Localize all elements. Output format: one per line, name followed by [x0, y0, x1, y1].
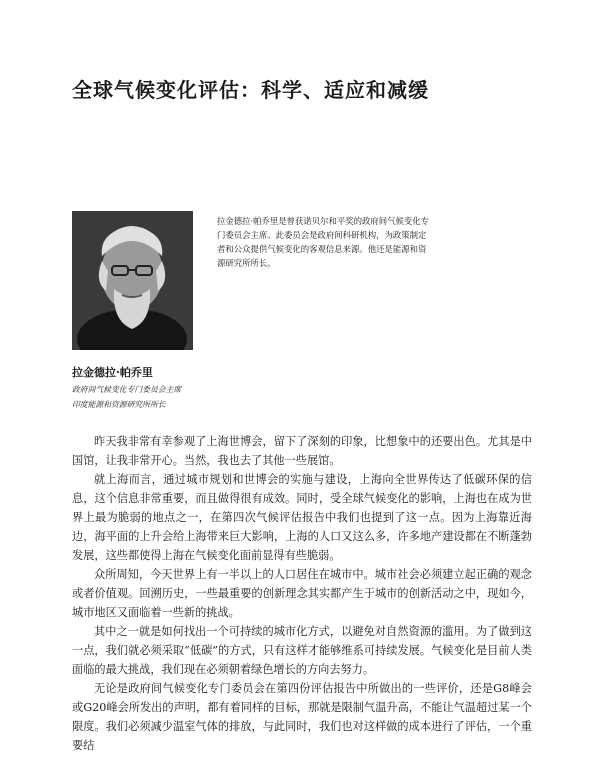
portrait-caption: 拉金德拉·帕乔里是曾获诺贝尔和平奖的政府间气候变化专门委员会主席。此委员会是政府间科研机构，为政策制定者和公众提供气候变化的客观信息来源。他还是能源和资源研究所所长。 [217, 216, 430, 268]
article-body [72, 432, 532, 755]
body-paragraph-1: 昨天我非常有幸参观了上海世博会，留下了深刻的印象，比想象中的还要出色。尤其是中国馆，让我非常开心。当然，我也去了其他一些展馆。 [72, 435, 532, 467]
author-role-ipcc: 政府间气候变化专门委员会主席 [72, 385, 182, 394]
portrait-figure [72, 211, 193, 350]
body-paragraph-5: 无论是政府间气候变化专门委员会在第四份评估报告中所做出的一些评价，还是G8峰会或G20峰会所发出的声明，都有着同样的目标，那就是限制气温升高，不能让气温超过某一个限度。我们必须减少温室气体的排放，与此同时，我们也对这样做的成本进行了评估，一个重要结 [72, 682, 532, 752]
page-title: 全球气候变化评估：科学、适应和减缓 [72, 78, 429, 102]
body-paragraph-3: 众所周知，今天世界上有一半以上的人口居住在城市中。城市社会必须建立起正确的观念或者价值观。回溯历史，一些最重要的创新理念其实都产生于城市的创新活动之中，现如今，城市地区又面临着一些新的挑战。 [72, 568, 532, 619]
author-name: 拉金德拉·帕乔里 [72, 366, 153, 379]
body-paragraph-2: 就上海而言，通过城市规划和世博会的实施与建设，上海向全世界传达了低碳环保的信息，这个信息非常重要，而且做得很有成效。同时，受全球气候变化的影响，上海也在成为世界上最为脆弱的地点之一，在第四次气候评估报告中我们也提到了这一点。因为上海靠近海边，海平面的上升会给上海带来巨大影响，上海的人口又这么多，许多地产建设都在不断蓬勃发展，这些都使得上海在气候变化面前显得有些脆弱。 [72, 473, 532, 562]
author-role-teri: 印度能源和资源研究所所长 [72, 400, 166, 409]
portrait-photo [72, 211, 193, 350]
body-paragraph-4: 其中之一就是如何找出一个可持续的城市化方式，以避免对自然资源的滥用。为了做到这一点，我们就必须采取“低碳”的方式，只有这样才能够维系可持续发展。气候变化是目前人类面临的最大挑战，我们现在必须朝着绿色增长的方向去努力。 [72, 625, 532, 676]
